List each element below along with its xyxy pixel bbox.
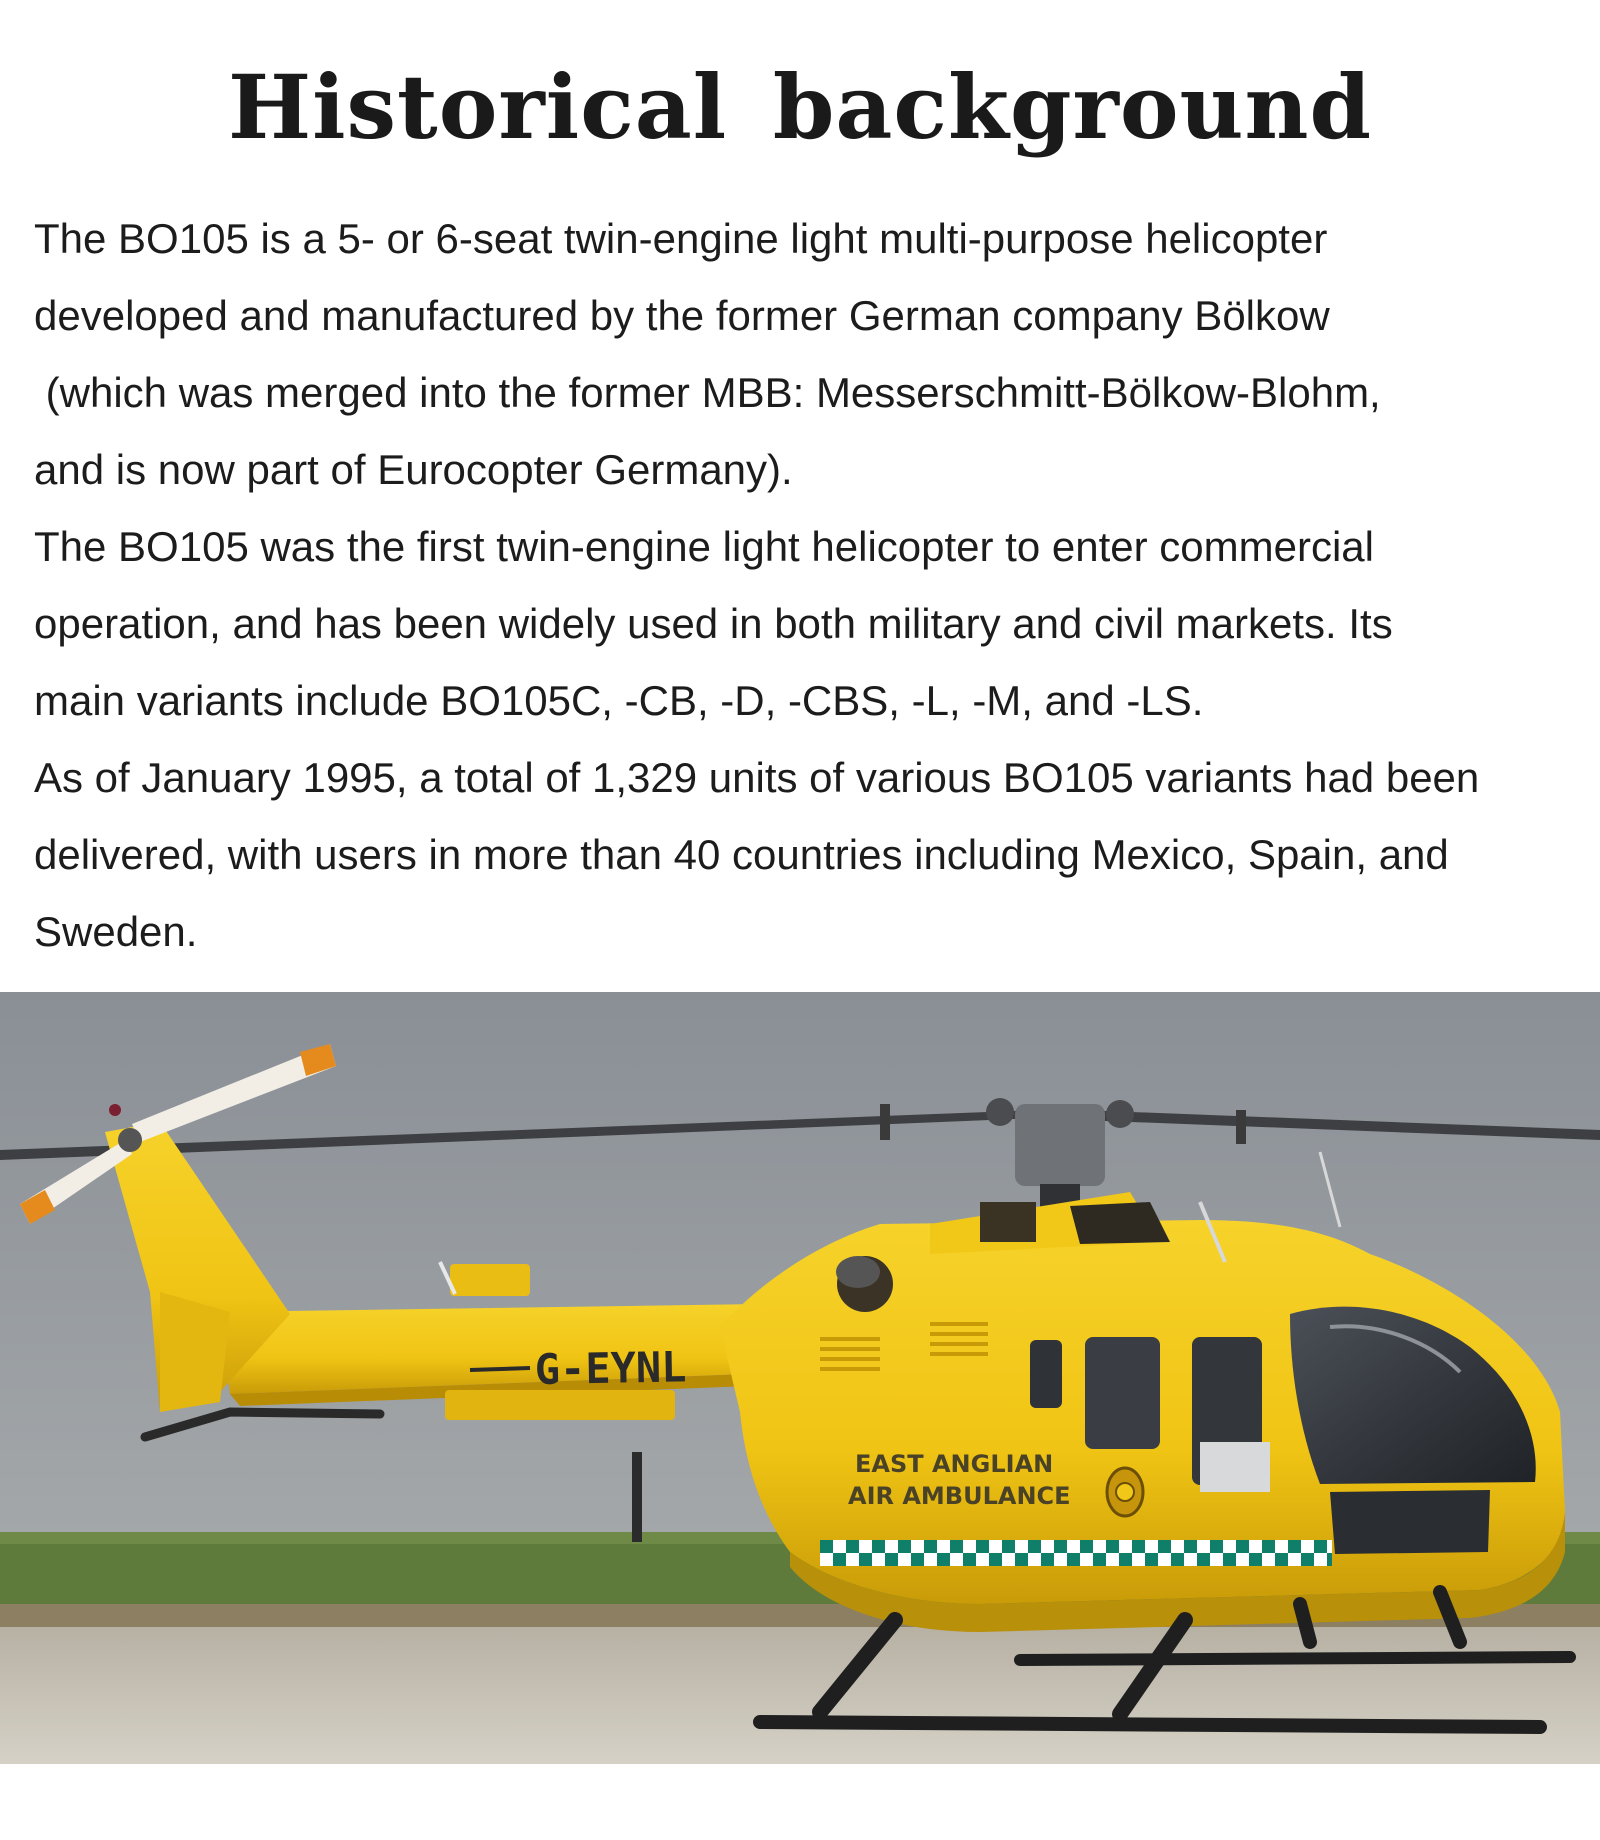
checker-square [1067,1553,1080,1566]
text-line: (which was merged into the former MBB: Messerschmitt-Bölkow-Blohm, [34,369,1381,416]
checker-square [1184,1540,1197,1553]
checker-square [1093,1553,1106,1566]
checker-square [1002,1540,1015,1553]
checker-square [1301,1553,1314,1566]
page-title: Historical background [227,55,1373,159]
checker-square [937,1553,950,1566]
cabin-window [1085,1337,1160,1449]
checker-square [1106,1540,1119,1553]
cabin-window [1030,1340,1062,1408]
checker-square [1041,1553,1054,1566]
text-line: The BO105 is a 5- or 6-seat twin-engine light multi-purpose helicopter [34,215,1328,262]
text-line: main variants include BO105C, -CB, -D, -CBS, -L, -M, and -LS. [34,677,1204,724]
article-body [34,200,1579,970]
registration-mark: G-EYNL [534,1342,687,1394]
text-line: and is now part of Eurocopter Germany). [34,446,793,493]
checker-square [885,1553,898,1566]
text-line: delivered, with users in more than 40 countries including Mexico, Spain, and [34,831,1449,878]
checker-square [1327,1553,1332,1566]
checker-square [924,1540,937,1553]
text-line: As of January 1995, a total of 1,329 units of various BO105 variants had been [34,754,1480,801]
helicopter-photo [0,992,1600,1764]
checker-square [1275,1553,1288,1566]
checkered-stripe [820,1540,1332,1566]
checker-square [1249,1553,1262,1566]
checker-square [1145,1553,1158,1566]
checker-square [1223,1553,1236,1566]
checker-square [1158,1540,1171,1553]
text-line: Sweden. [34,908,198,955]
tarmac [0,1627,1600,1764]
checker-square [950,1540,963,1553]
checker-square [1288,1540,1301,1553]
checker-square [1015,1553,1028,1566]
checker-square [1054,1540,1067,1553]
checker-square [1210,1540,1223,1553]
checker-square [1080,1540,1093,1553]
text-line: developed and manufactured by the former German company Bölkow [34,292,1330,339]
checker-square [846,1540,859,1553]
checker-square [1028,1540,1041,1553]
checker-square [1171,1553,1184,1566]
livery-text-line-2: AIR AMBULANCE [848,1482,1071,1510]
rotor-hub [1015,1104,1105,1186]
checker-square [872,1540,885,1553]
checker-square [898,1540,911,1553]
checker-square [833,1553,846,1566]
text-line: operation, and has been widely used in both military and civil markets. Its [34,600,1393,647]
checker-square [1314,1540,1327,1553]
checker-square [820,1540,833,1553]
checker-square [1132,1540,1145,1553]
checker-square [976,1540,989,1553]
checker-square [1236,1540,1249,1553]
checker-square [963,1553,976,1566]
checker-square [1197,1553,1210,1566]
livery-text-line-1: EAST ANGLIAN [855,1450,1054,1478]
text-line: The BO105 was the first twin-engine light helicopter to enter commercial [34,523,1374,570]
checker-square [859,1553,872,1566]
checker-square [989,1553,1002,1566]
checker-square [911,1553,924,1566]
checker-square [1119,1553,1132,1566]
checker-square [1262,1540,1275,1553]
